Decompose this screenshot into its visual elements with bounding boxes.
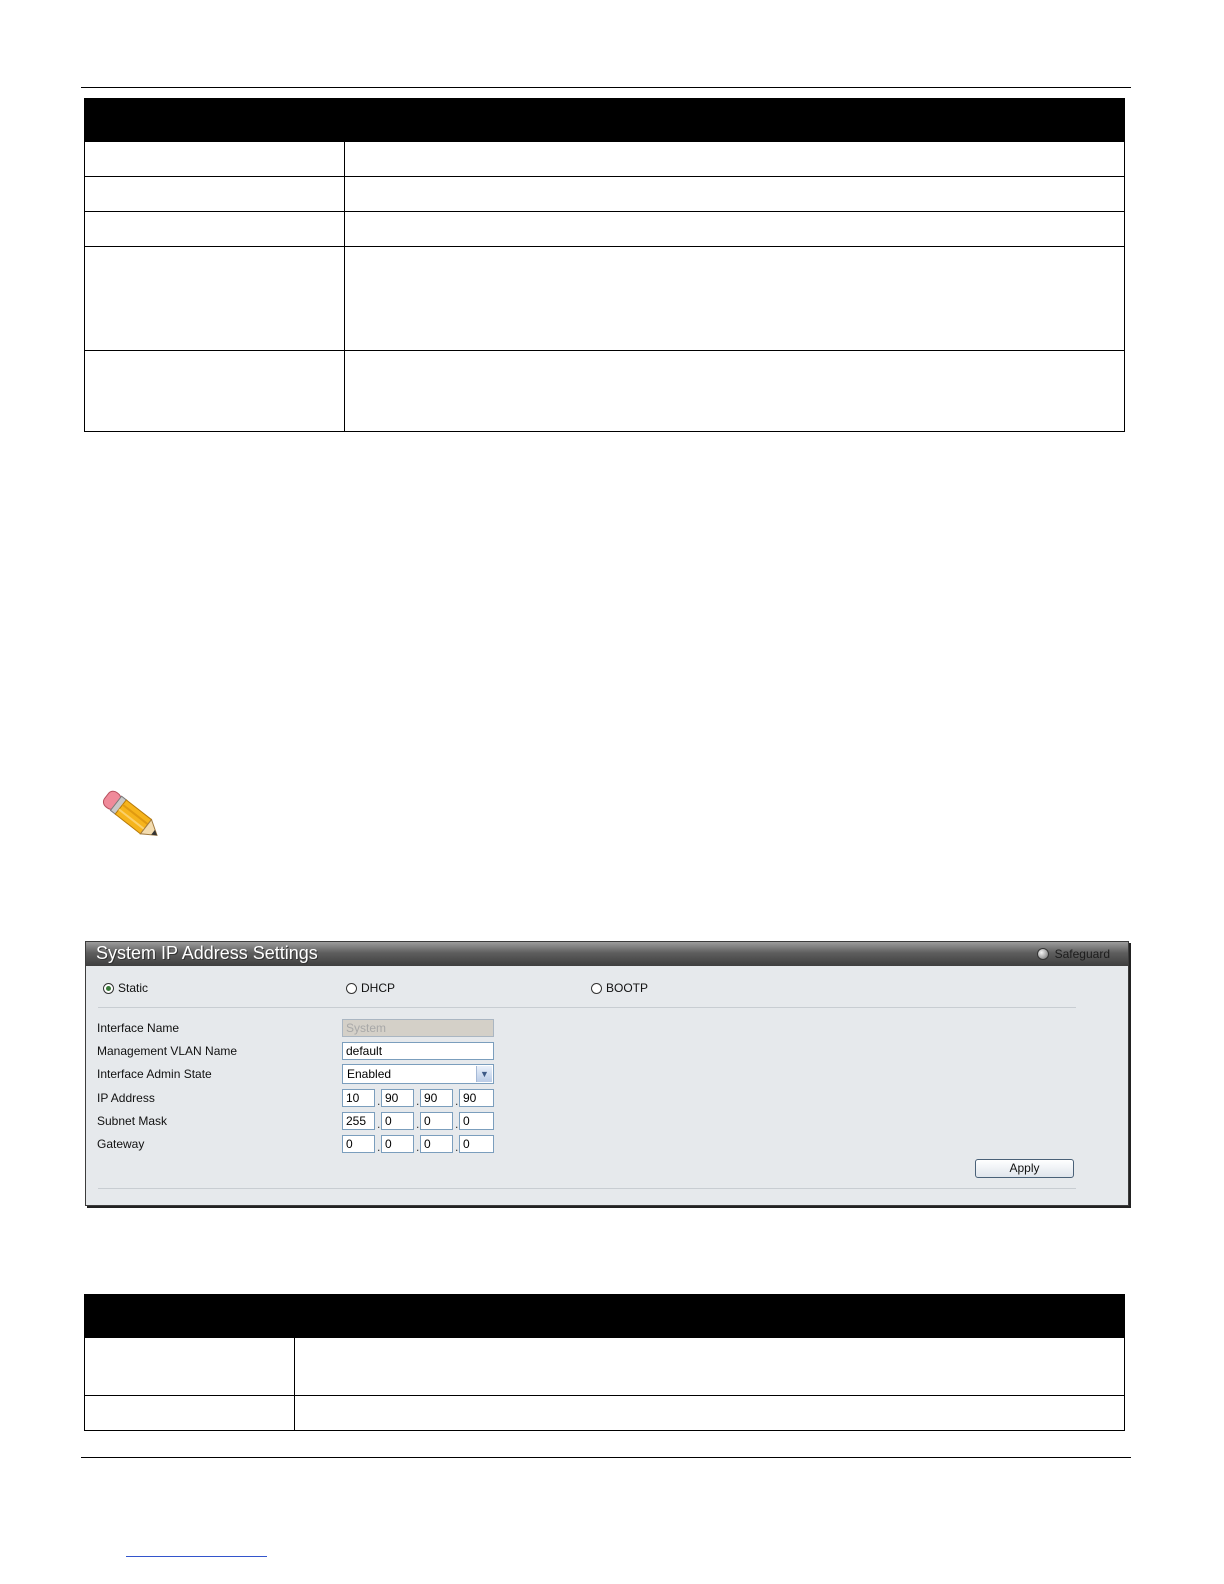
table-row bbox=[85, 212, 1125, 247]
subnet-octet-3[interactable] bbox=[420, 1112, 453, 1130]
ip-octet-1[interactable] bbox=[342, 1089, 375, 1107]
divider bbox=[98, 1007, 1076, 1008]
table-header-row bbox=[85, 99, 1125, 142]
ip-octet-3[interactable] bbox=[420, 1089, 453, 1107]
pencil-icon bbox=[96, 786, 166, 844]
panel-header bbox=[86, 942, 1128, 966]
mode-radio-dhcp[interactable] bbox=[346, 981, 395, 995]
system-ip-settings-panel bbox=[85, 941, 1129, 1206]
octet-separator: . bbox=[416, 1117, 420, 1131]
parameter-table-2 bbox=[84, 1294, 1125, 1431]
admin-state-select[interactable] bbox=[342, 1064, 494, 1084]
subnet-octet-4[interactable] bbox=[459, 1112, 494, 1130]
table-header-row bbox=[85, 1295, 1125, 1338]
subnet-octet-1[interactable] bbox=[342, 1112, 375, 1130]
octet-separator: . bbox=[377, 1117, 381, 1131]
safeguard-indicator[interactable] bbox=[1037, 947, 1110, 961]
safeguard-indicator-icon bbox=[1037, 948, 1049, 960]
table-row bbox=[85, 351, 1125, 432]
table-row bbox=[85, 1396, 1125, 1431]
ip-address-label: IP Address bbox=[97, 1091, 155, 1105]
mgmt-vlan-label: Management VLAN Name bbox=[97, 1044, 238, 1058]
panel-title: System IP Address Settings bbox=[96, 943, 318, 963]
safeguard-label: Safeguard bbox=[1054, 947, 1110, 961]
table-row bbox=[85, 177, 1125, 212]
mgmt-vlan-field[interactable] bbox=[342, 1042, 494, 1060]
ip-octet-4[interactable] bbox=[459, 1089, 494, 1107]
octet-separator: . bbox=[377, 1094, 381, 1108]
parameter-table-1 bbox=[84, 98, 1125, 432]
interface-name-label: Interface Name bbox=[97, 1021, 180, 1035]
table-row bbox=[85, 142, 1125, 177]
mode-label-static: Static bbox=[118, 981, 149, 995]
gateway-octet-4[interactable] bbox=[459, 1135, 494, 1153]
chevron-down-icon[interactable]: ▼ bbox=[476, 1066, 492, 1082]
octet-separator: . bbox=[416, 1094, 420, 1108]
gateway-octet-3[interactable] bbox=[420, 1135, 453, 1153]
interface-name-field bbox=[342, 1019, 494, 1037]
octet-separator: . bbox=[455, 1140, 459, 1154]
mode-label-bootp: BOOTP bbox=[606, 981, 649, 995]
table-row bbox=[85, 247, 1125, 351]
gateway-octet-1[interactable] bbox=[342, 1135, 375, 1153]
divider bbox=[98, 1188, 1076, 1189]
radio-unchecked-icon[interactable] bbox=[591, 983, 602, 994]
mode-label-dhcp: DHCP bbox=[361, 981, 396, 995]
footer-link-underline[interactable] bbox=[126, 1556, 267, 1557]
table-row bbox=[85, 1338, 1125, 1396]
ip-octet-2[interactable] bbox=[381, 1089, 414, 1107]
subnet-mask-label: Subnet Mask bbox=[97, 1114, 168, 1128]
gateway-label: Gateway bbox=[97, 1137, 145, 1151]
bottom-rule bbox=[81, 1457, 1131, 1458]
radio-unchecked-icon[interactable] bbox=[346, 983, 357, 994]
gateway-octet-2[interactable] bbox=[381, 1135, 414, 1153]
subnet-octet-2[interactable] bbox=[381, 1112, 414, 1130]
apply-button[interactable]: Apply bbox=[975, 1159, 1074, 1178]
mode-radio-bootp[interactable] bbox=[591, 981, 648, 995]
admin-state-label: Interface Admin State bbox=[97, 1067, 212, 1081]
octet-separator: . bbox=[416, 1140, 420, 1154]
admin-state-value: Enabled bbox=[347, 1067, 392, 1081]
octet-separator: . bbox=[455, 1094, 459, 1108]
octet-separator: . bbox=[377, 1140, 381, 1154]
radio-checked-icon[interactable] bbox=[103, 983, 114, 994]
mode-radio-static[interactable] bbox=[103, 981, 148, 995]
top-rule bbox=[81, 87, 1131, 88]
octet-separator: . bbox=[455, 1117, 459, 1131]
